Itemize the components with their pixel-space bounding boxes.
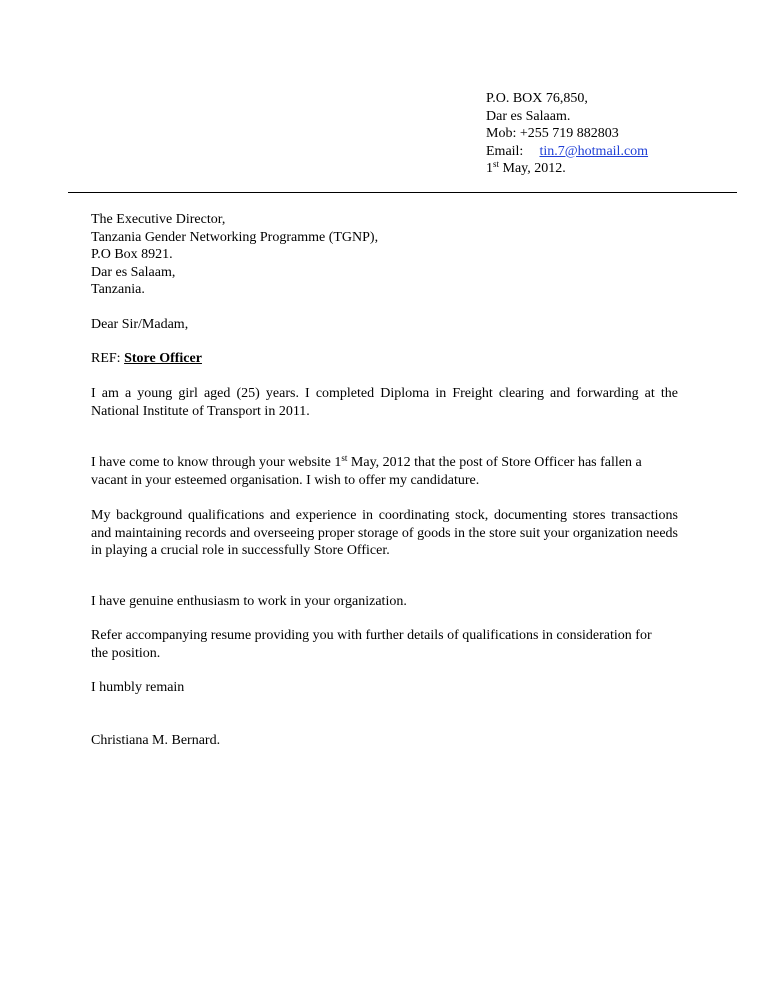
reference-line <box>91 350 678 368</box>
sender-email-label: Email: <box>486 143 524 159</box>
recipient-address-block <box>91 211 378 299</box>
header-divider-line <box>68 192 737 193</box>
body-paragraph-5: Refer accompanying resume providing you with further details of qualifications in consideration for the position. <box>91 628 652 661</box>
body-paragraph-4: I have genuine enthusiasm to work in your organization. <box>91 594 407 609</box>
recipient-line-country: Tanzania. <box>91 282 145 297</box>
date-day-suffix: st <box>493 159 500 169</box>
recipient-line-city: Dar es Salaam, <box>91 264 176 280</box>
recipient-line-po-box: P.O Box 8921. <box>91 247 173 262</box>
sender-email-row <box>486 143 648 161</box>
sender-address-block <box>486 90 648 178</box>
date-month-year: May, 2012. <box>499 161 566 176</box>
recipient-line-organisation: Tanzania Gender Networking Programme (TGNP), <box>91 229 379 245</box>
sender-po-box: P.O. BOX 76,850, <box>486 91 588 106</box>
date-day: 1 <box>486 161 493 176</box>
body-paragraph-2-end: May, 2012 that the post of Store Officer has fallen a vacant in your esteemed organisation. I wish to offer my candidature. <box>91 455 642 488</box>
sender-city: Dar es Salaam. <box>486 108 571 124</box>
reference-title: Store Officer <box>124 351 202 366</box>
body-paragraph-2 <box>91 454 678 489</box>
body-paragraph-2-start: I have come to know through your website 1 <box>91 455 342 470</box>
reference-label: REF: <box>91 351 125 366</box>
signature-name: Christiana M. Bernard. <box>91 733 221 748</box>
body-paragraph-3: My background qualifications and experience in coordinating stock, documenting stores transactions and maintaining records and overseeing proper storage of goods in the store suit your organization needs in playing a crucial role in successfully Store Officer. <box>91 508 678 558</box>
recipient-line-title: The Executive Director, <box>91 212 226 227</box>
sender-mobile: Mob: +255 719 882803 <box>486 126 619 141</box>
body-paragraph-1: I am a young girl aged (25) years. I completed Diploma in Freight clearing and forwarding at the National Institute of Transport in 2011. <box>91 386 678 419</box>
letter-date <box>486 160 648 178</box>
salutation: Dear Sir/Madam, <box>91 317 189 332</box>
closing-line: I humbly remain <box>91 680 185 695</box>
body-paragraph-2-suffix: st <box>341 453 348 463</box>
sender-email-link[interactable]: tin.7@hotmail.com <box>539 143 649 159</box>
